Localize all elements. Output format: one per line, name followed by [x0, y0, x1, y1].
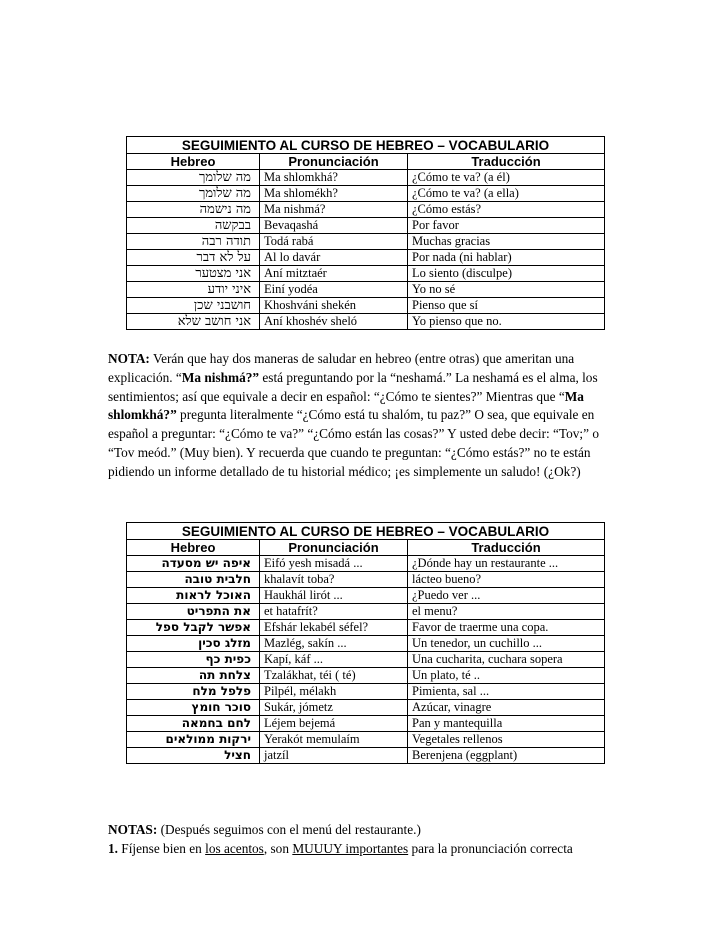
table-title-row: [127, 523, 605, 540]
nota-label: NOTA:: [108, 351, 150, 366]
notas-text: Fíjense bien en: [117, 840, 206, 856]
pronunciation-cell: Bevaqashá: [260, 218, 408, 234]
translation-cell: el menu?: [408, 604, 605, 620]
pronunciation-cell: Yerakót memulaím: [260, 732, 408, 748]
translation-cell: ¿Cómo estás?: [408, 202, 605, 218]
table-header-row: [127, 540, 605, 556]
translation-cell: ¿Puedo ver ...: [408, 588, 605, 604]
table-row: [127, 202, 605, 218]
hebrew-cell: צלחת תה: [127, 668, 260, 684]
vocabulary-table-1: [126, 136, 605, 330]
translation-cell: Yo no sé: [408, 282, 605, 298]
header-hebreo: Hebreo: [127, 540, 260, 556]
pronunciation-cell: Eifó yesh misadá ...: [260, 556, 408, 572]
table-row: [127, 298, 605, 314]
table-title-row: [127, 137, 605, 154]
hebrew-cell: סוכר חומץ: [127, 700, 260, 716]
table-row: [127, 556, 605, 572]
hebrew-cell: האוכל לראות: [127, 588, 260, 604]
translation-cell: Un tenedor, un cuchillo ...: [408, 636, 605, 652]
table-row: [127, 186, 605, 202]
header-traduccion: Traducción: [408, 540, 605, 556]
hebrew-cell: איפה יש מסעדה: [127, 556, 260, 572]
hebrew-cell: חציל: [127, 748, 260, 764]
pronunciation-cell: Sukár, jómetz: [260, 700, 408, 716]
hebrew-cell: אני חושב שלא: [127, 314, 260, 330]
hebrew-cell: חושבני שכן: [127, 298, 260, 314]
hebrew-cell: אפשר לקבל ספל: [127, 620, 260, 636]
header-pronunciacion: Pronunciación: [260, 540, 408, 556]
translation-cell: Muchas gracias: [408, 234, 605, 250]
hebrew-cell: מזלג סכין: [127, 636, 260, 652]
notas-text: para la pronunciación correcta: [408, 840, 573, 856]
nota-bold-2: Ma shlomkhá?”: [108, 388, 584, 423]
translation-cell: Un plato, té ..: [408, 668, 605, 684]
table-row: [127, 668, 605, 684]
translation-cell: ¿Dónde hay un restaurante ...: [408, 556, 605, 572]
pronunciation-cell: jatzíl: [260, 748, 408, 764]
hebrew-cell: איני יודע: [127, 282, 260, 298]
table-row: [127, 620, 605, 636]
pronunciation-cell: et hatafrít?: [260, 604, 408, 620]
translation-cell: Favor de traerme una copa.: [408, 620, 605, 636]
table-row: [127, 716, 605, 732]
notas-section: [108, 821, 620, 859]
hebrew-cell: לחם בחמאה: [127, 716, 260, 732]
translation-cell: Pimienta, sal ...: [408, 684, 605, 700]
translation-cell: Una cucharita, cuchara sopera: [408, 652, 605, 668]
pronunciation-cell: Ma nishmá?: [260, 202, 408, 218]
pronunciation-cell: Tzalákhat, téi ( té): [260, 668, 408, 684]
translation-cell: lácteo bueno?: [408, 572, 605, 588]
translation-cell: Vegetales rellenos: [408, 732, 605, 748]
translation-cell: Berenjena (eggplant): [408, 748, 605, 764]
table-row: [127, 266, 605, 282]
pronunciation-cell: Kapí, káf ...: [260, 652, 408, 668]
translation-cell: Pan y mantequilla: [408, 716, 605, 732]
table-row: [127, 282, 605, 298]
table-title: SEGUIMIENTO AL CURSO DE HEBREO – VOCABULARIO: [127, 523, 605, 540]
hebrew-cell: פלפל מלח: [127, 684, 260, 700]
table-row: [127, 700, 605, 716]
nota-paragraph: [108, 350, 620, 482]
hebrew-cell: חלבית טובה: [127, 572, 260, 588]
pronunciation-cell: Haukhál lirót ...: [260, 588, 408, 604]
notas-underline-1: los acentos: [205, 840, 264, 856]
notas-item-number: 1.: [108, 840, 118, 856]
hebrew-cell: על לא דבר: [127, 250, 260, 266]
pronunciation-cell: Efshár lekabél séfel?: [260, 620, 408, 636]
table-row: [127, 170, 605, 186]
header-hebreo: Hebreo: [127, 154, 260, 170]
pronunciation-cell: Einí yodéa: [260, 282, 408, 298]
notas-item-1: [108, 840, 620, 859]
translation-cell: Azúcar, vinagre: [408, 700, 605, 716]
notas-intro-line: [108, 821, 620, 840]
header-traduccion: Traducción: [408, 154, 605, 170]
nota-bold-1: Ma nishmá?”: [181, 369, 260, 385]
header-pronunciacion: Pronunciación: [260, 154, 408, 170]
pronunciation-cell: Ma shlomékh?: [260, 186, 408, 202]
nota-text-2: está preguntando por la “neshamá.” La neshamá es el alma, los sentimientos; así que equivale a decir en español: “¿Cómo te sientes?” Mientras que “: [108, 369, 598, 404]
table-row: [127, 250, 605, 266]
hebrew-cell: את התפריט: [127, 604, 260, 620]
hebrew-cell: בבקשה: [127, 218, 260, 234]
table-row: [127, 588, 605, 604]
pronunciation-cell: khalavít toba?: [260, 572, 408, 588]
pronunciation-cell: Aní mitztaér: [260, 266, 408, 282]
pronunciation-cell: Khoshváni shekén: [260, 298, 408, 314]
translation-cell: Por nada (ni hablar): [408, 250, 605, 266]
notas-intro: (Después seguimos con el menú del restaurante.): [157, 822, 421, 837]
nota-text-1: Verán que hay dos maneras de saludar en hebreo (entre otras) que ameritan una explicación. “: [108, 351, 575, 385]
pronunciation-cell: Léjem bejemá: [260, 716, 408, 732]
table-title: SEGUIMIENTO AL CURSO DE HEBREO – VOCABULARIO: [127, 137, 605, 154]
hebrew-cell: מה שלומך: [127, 186, 260, 202]
hebrew-cell: כפית כף: [127, 652, 260, 668]
table-row: [127, 314, 605, 330]
table-row: [127, 684, 605, 700]
table-header-row: [127, 154, 605, 170]
hebrew-cell: מה נישמה: [127, 202, 260, 218]
pronunciation-cell: Pilpél, mélakh: [260, 684, 408, 700]
translation-cell: ¿Cómo te va? (a ella): [408, 186, 605, 202]
table-row: [127, 748, 605, 764]
pronunciation-cell: Al lo davár: [260, 250, 408, 266]
translation-cell: Pienso que sí: [408, 298, 605, 314]
translation-cell: ¿Cómo te va? (a él): [408, 170, 605, 186]
vocabulary-table-2: [126, 522, 605, 764]
hebrew-cell: ירקות ממולאים: [127, 732, 260, 748]
table-row: [127, 572, 605, 588]
hebrew-cell: אני מצטער: [127, 266, 260, 282]
table-row: [127, 652, 605, 668]
notas-text: , son: [263, 840, 293, 856]
hebrew-cell: מה שלומך: [127, 170, 260, 186]
table-row: [127, 604, 605, 620]
table-row: [127, 732, 605, 748]
pronunciation-cell: Aní khoshév sheló: [260, 314, 408, 330]
translation-cell: Por favor: [408, 218, 605, 234]
notas-underline-2: MUUUY importantes: [292, 840, 409, 856]
table-row: [127, 636, 605, 652]
translation-cell: Yo pienso que no.: [408, 314, 605, 330]
nota-text-3: pregunta literalmente “¿Cómo está tu shalóm, tu paz?” O sea, que equivale en español a preguntar: “¿Cómo te va?” “¿Cómo están las cosas?” Y usted debe decir: “Tov;” o “Tov meód.” (Muy bien). Y recuerda que cuando te preguntan: “¿Cómo estás?” no te están pidiendo un informe detallado de tu historial médico; ¡es simplemente un saludo! (¿Ok?): [108, 407, 599, 479]
table-row: [127, 218, 605, 234]
hebrew-cell: תודה רבה: [127, 234, 260, 250]
pronunciation-cell: Todá rabá: [260, 234, 408, 250]
translation-cell: Lo siento (disculpe): [408, 266, 605, 282]
pronunciation-cell: Mazlég, sakín ...: [260, 636, 408, 652]
pronunciation-cell: Ma shlomkhá?: [260, 170, 408, 186]
notas-label: NOTAS:: [108, 822, 158, 837]
table-row: [127, 234, 605, 250]
